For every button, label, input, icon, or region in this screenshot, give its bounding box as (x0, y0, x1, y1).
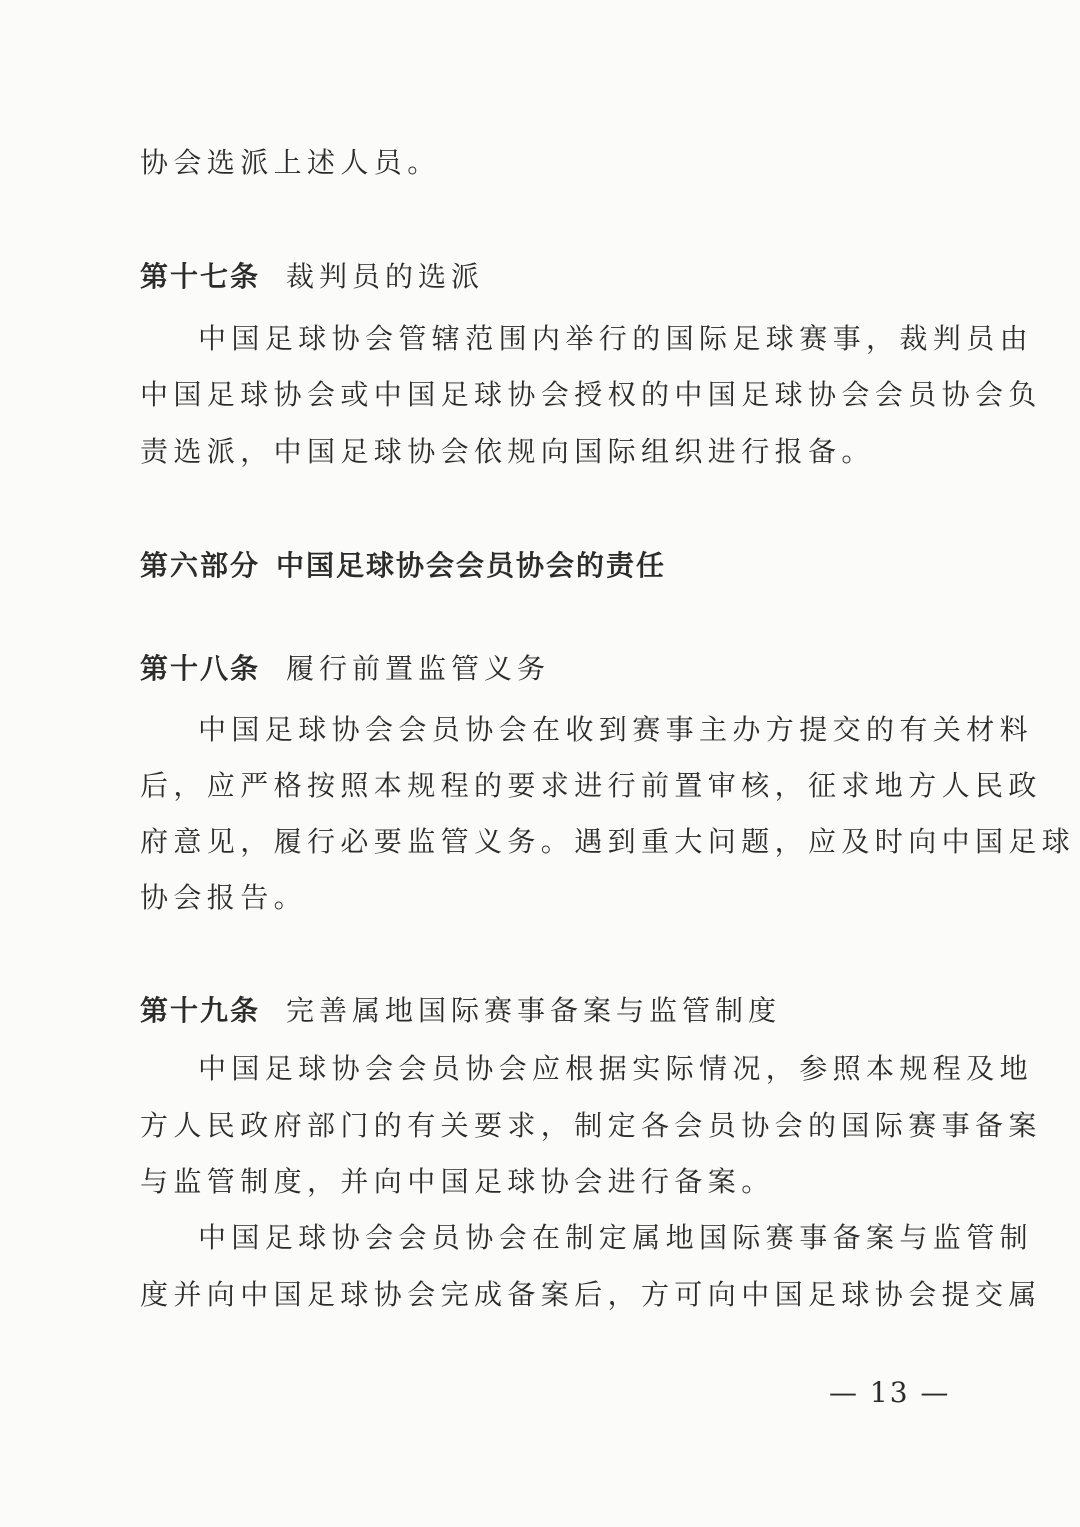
article-19-line-4: 中国足球协会会员协会在制定属地国际赛事备案与监管制 (198, 1221, 1034, 1254)
article-19-title: 完善属地国际赛事备案与监管制度 (286, 994, 782, 1027)
part-6-number: 第六部分 (140, 549, 261, 582)
article-19-line-2: 方人民政府部门的有关要求，制定各会员协会的国际赛事备案 (140, 1109, 1042, 1142)
article-17-line-3: 责选派，中国足球协会依规向国际组织进行报备。 (140, 435, 875, 468)
continuation-text: 协会选派上述人员。 (140, 146, 441, 179)
article-17-title: 裁判员的选派 (286, 260, 485, 293)
article-18-line-2: 后，应严格按照本规程的要求进行前置审核，征求地方人民政 (140, 769, 1042, 802)
article-18-line-1: 中国足球协会会员协会在收到赛事主办方提交的有关材料 (198, 713, 1034, 746)
article-17-heading (140, 259, 940, 295)
article-17-line-1: 中国足球协会管辖范围内举行的国际足球赛事，裁判员由 (198, 322, 1034, 355)
article-19-line-1: 中国足球协会会员协会应根据实际情况，参照本规程及地 (198, 1052, 1034, 1085)
part-6-title: 中国足球协会会员协会的责任 (276, 549, 667, 582)
article-19-line-3: 与监管制度，并向中国足球协会进行备案。 (140, 1165, 775, 1198)
article-17-number: 第十七条 (140, 260, 261, 293)
part-6-heading (140, 548, 940, 584)
article-18-line-3: 府意见，履行必要监管义务。遇到重大问题，应及时向中国足球 (140, 825, 1076, 858)
article-17-line-2: 中国足球协会或中国足球协会授权的中国足球协会会员协会负 (140, 378, 1042, 411)
article-19-line-5: 度并向中国足球协会完成备案后，方可向中国足球协会提交属 (140, 1278, 1042, 1311)
article-18-title: 履行前置监管义务 (286, 652, 551, 685)
article-18-heading (140, 651, 940, 687)
article-18-line-4: 协会报告。 (140, 881, 308, 914)
article-19-number: 第十九条 (140, 994, 261, 1027)
article-19-heading (140, 993, 940, 1029)
page-number: — 13 — (829, 1376, 951, 1409)
article-18-number: 第十八条 (140, 652, 261, 685)
